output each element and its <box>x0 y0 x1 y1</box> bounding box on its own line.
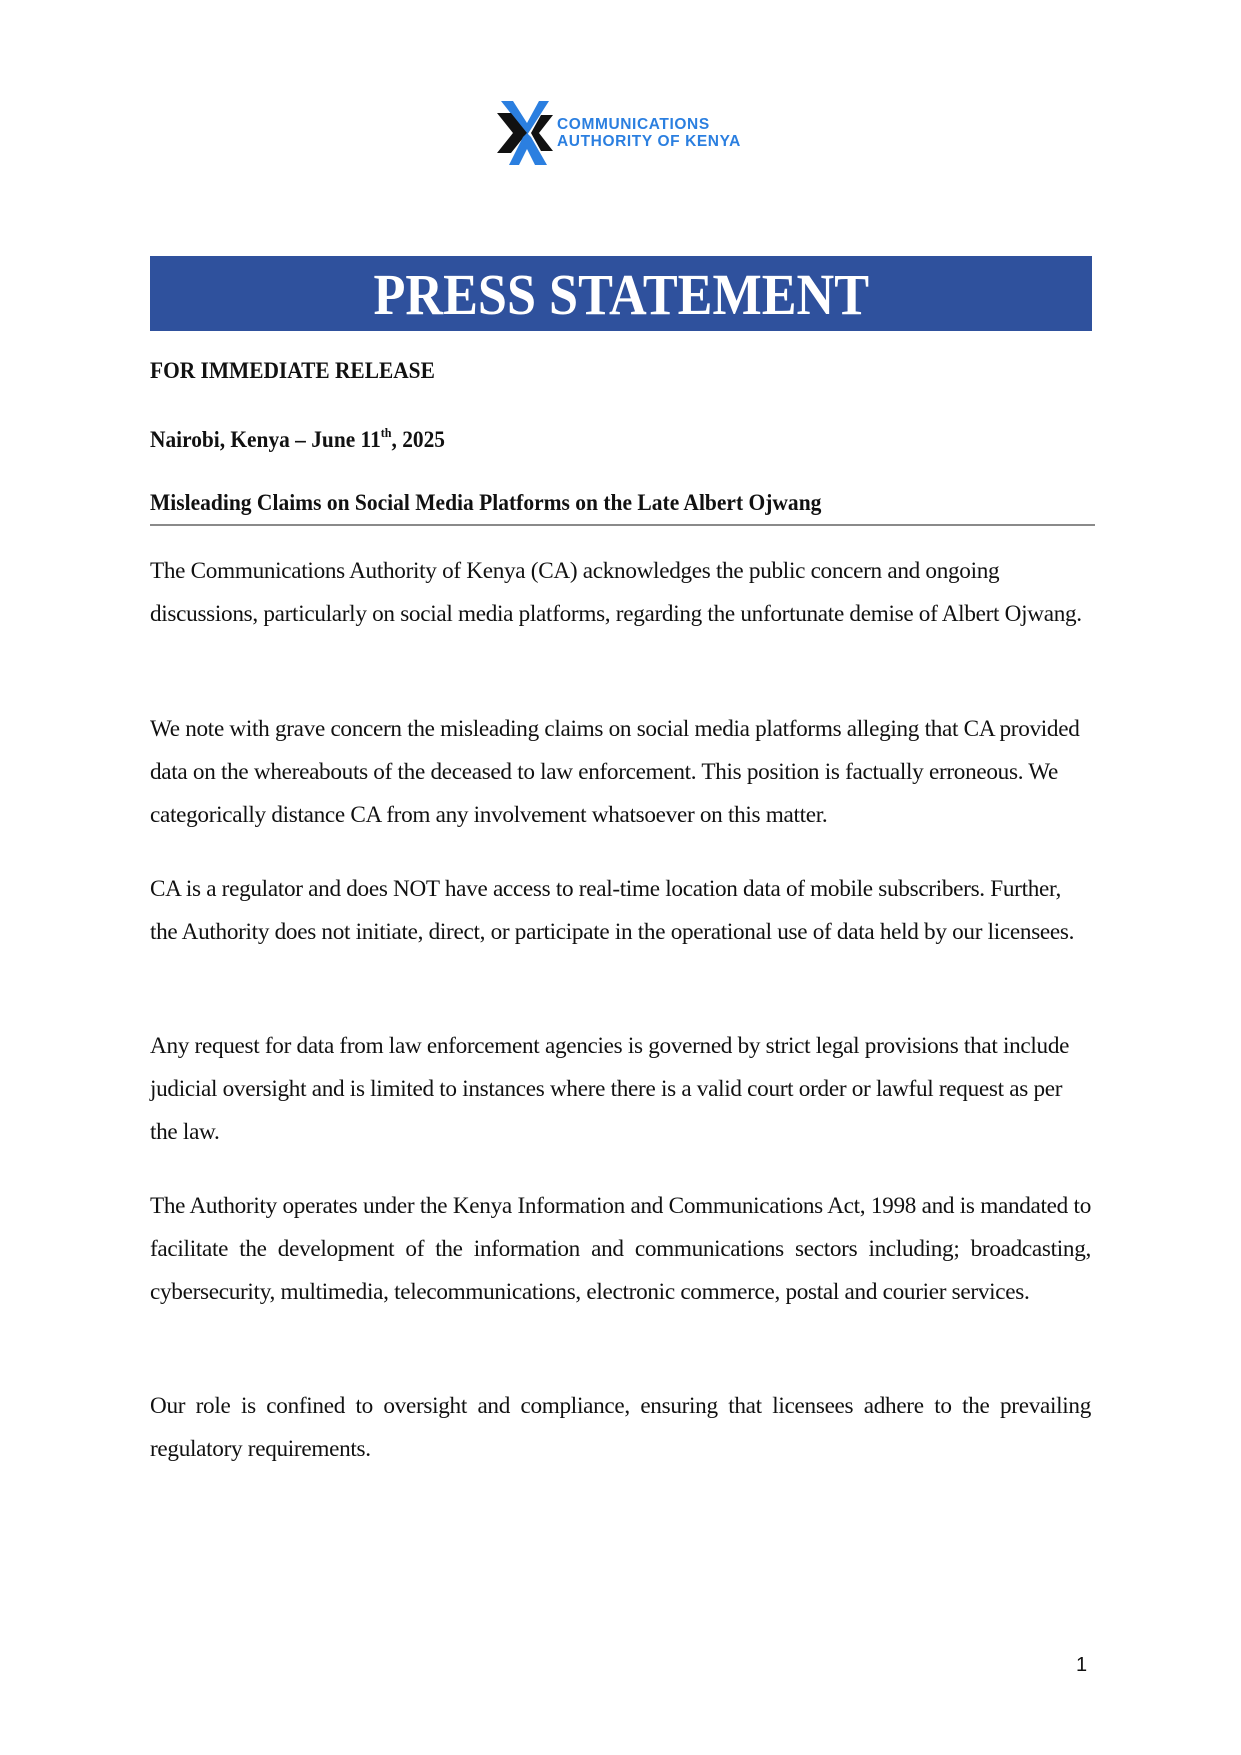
page-number: 1 <box>1076 1654 1088 1676</box>
paragraph: The Communications Authority of Kenya (CA) acknowledges the public concern and ongoing discussions, particularly on social media platforms, regarding the unfortunate demise of Albert Ojwang. <box>150 558 1082 627</box>
dateline-prefix: Nairobi, Kenya – June 11 <box>150 427 381 452</box>
logo-line-2: AUTHORITY OF KENYA <box>557 133 741 150</box>
paragraph: Our role is confined to oversight and compliance, ensuring that licensees adhere to the prevailing regulatory requirements. <box>150 1393 1091 1462</box>
paragraph: CA is a regulator and does NOT have access to real-time location data of mobile subscribers. Further, the Authority does not initiate, direct, or participate in the operational use of data held by our licensees. <box>150 876 1075 945</box>
press-statement-banner <box>150 256 1092 331</box>
logo-wordmark <box>557 116 741 150</box>
dateline-suffix: , 2025 <box>391 427 445 452</box>
paragraph: We note with grave concern the misleading claims on social media platforms alleging that CA provided data on the whereabouts of the deceased to law enforcement. This position is factually erroneous. We categorically distance CA from any involvement whatsoever on this matter. <box>150 716 1080 828</box>
ca-kenya-x-mark-icon <box>497 99 553 167</box>
paragraph: The Authority operates under the Kenya Information and Communications Act, 1998 and is mandated to facilitate the development of the information and communications sectors including; broadcasting, cybersecurity, multimedia, telecommunications, electronic commerce, postal and courier services. <box>150 1193 1091 1305</box>
ca-logo <box>497 98 741 168</box>
headline-divider <box>150 524 1095 526</box>
headline: Misleading Claims on Social Media Platforms on the Late Albert Ojwang <box>150 490 822 515</box>
paragraph: Any request for data from law enforcement agencies is governed by strict legal provisions that include judicial oversight and is limited to instances where there is a valid court order or lawful request as per the law. <box>150 1033 1070 1145</box>
banner-title: PRESS STATEMENT <box>373 262 869 327</box>
release-label: FOR IMMEDIATE RELEASE <box>150 358 435 383</box>
dateline <box>150 425 445 453</box>
logo-line-1: COMMUNICATIONS <box>557 116 710 133</box>
dateline-superscript: th <box>380 425 392 440</box>
